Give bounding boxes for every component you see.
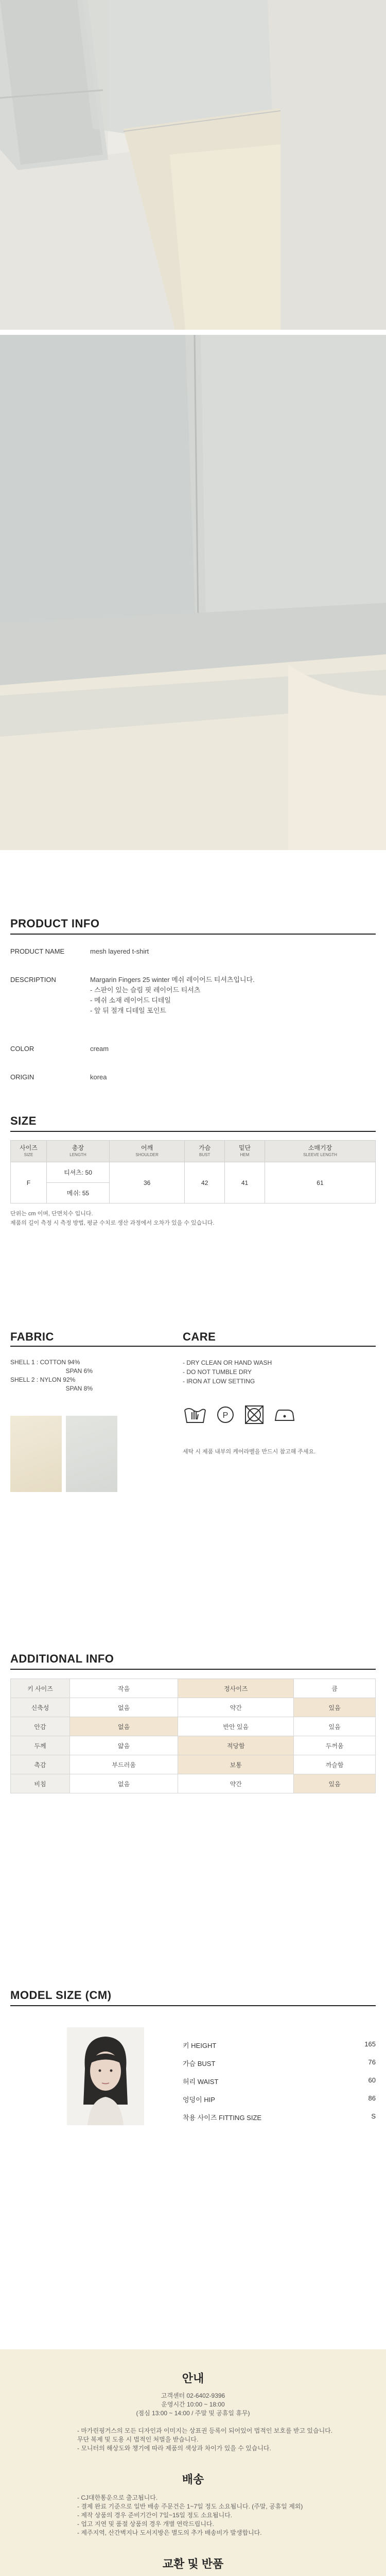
model-key: 엉덩이 HIP [183,2096,215,2104]
hem-illustration [0,335,386,850]
additional-row [11,1755,376,1774]
info-key: DESCRIPTION [10,976,56,984]
care-line: - DRY CLEAN OR HAND WASH [183,1359,272,1366]
model-value: 165 [364,2040,376,2048]
additional-row [11,1774,376,1793]
shoulder-value: 36 [110,1162,185,1204]
info-row-color [10,1044,376,1054]
care-line: - IRON AT LOW SETTING [183,1378,255,1385]
hand-wash-icon [183,1404,207,1426]
no-tumble-dry-icon [243,1404,265,1426]
sleeve-value: 61 [265,1162,375,1204]
care-title: CARE [183,1330,216,1343]
notice-section [0,2349,386,2576]
info-value: mesh layered t-shirt [90,947,149,955]
bust-header: 가슴 BUST [185,1141,225,1162]
bust-value: 42 [185,1162,225,1204]
additional-row [11,1698,376,1717]
length-mesh: 메쉬: 55 [47,1183,110,1204]
shipping-line: - 결제 완료 기준으로 일반 배송 주문건은 1~7일 정도 소요됩니다. (주말, 공휴일 제외) [77,2503,303,2510]
shipping-line: - 제주지역, 산간벽지나 도서지방은 별도의 추가 배송비가 발생합니다. [77,2529,262,2536]
info-row-name [10,946,376,957]
model-key: 가슴 BUST [183,2060,216,2067]
shoulder-header: 어깨 SHOULDER [110,1141,185,1162]
additional-row [11,1679,376,1698]
model-size-title: MODEL SIZE (CM) [10,1989,112,2002]
size-note-1: 단위는 cm 이며, 단면치수 입니다. [10,1211,93,1217]
size-divider [10,1131,376,1132]
additional-info-divider [10,1669,376,1670]
additional-label: 두께 [11,1736,70,1755]
shipping-body [77,2494,345,2537]
size-value: F [11,1162,47,1204]
product-photo-hem [0,335,386,850]
guide-body [77,2427,345,2453]
model-size-divider [10,2005,376,2006]
fabric-line: SHELL 2 : NYLON 92% [10,1376,76,1383]
additional-option: 큼 [294,1679,376,1698]
shipping-line: - 제작 상품의 경우 준비기간이 7일~15일 정도 소요됩니다. [77,2512,233,2519]
guide-center-line: 고객센터 02-6402-9396 [161,2392,225,2399]
model-row-waist [183,2076,376,2086]
fabric-line: SPAN 8% [65,1385,93,1392]
additional-label: 키 사이즈 [11,1679,70,1698]
sleeve-header: 소매기장 SLEEVE LENGTH [265,1141,375,1162]
additional-option: 부드러움 [70,1755,178,1774]
size-title: SIZE [10,1114,37,1127]
size-note-2: 제품의 길이 측정 시 측정 방법, 평균 수치로 생산 과정에서 오차가 있을 수 있습니다. [10,1220,215,1226]
additional-option: 정사이즈 [178,1679,294,1698]
model-value: 76 [368,2058,376,2066]
additional-option: 있음 [294,1698,376,1717]
model-value: 86 [368,2094,376,2102]
model-row-fitting [183,2112,376,2122]
additional-label: 비침 [11,1774,70,1793]
info-row-description [10,975,376,1016]
additional-row [11,1736,376,1755]
additional-option: 작음 [70,1679,178,1698]
additional-option: 두꺼움 [294,1736,376,1755]
guide-center-line: 운영시간 10:00 ~ 18:00 [161,2401,225,2408]
product-info-title: PRODUCT INFO [10,917,100,930]
guide-line: - 모니터의 해상도와 챙기에 따라 제품의 색상과 차이가 있을 수 있습니다. [77,2445,271,2452]
info-key: ORIGIN [10,1073,34,1081]
length-tshirt: 티셔츠: 50 [47,1162,110,1183]
sleeve-illustration [0,0,386,330]
size-header: 사이즈 SIZE [11,1141,47,1162]
fabric-line: SPAN 6% [65,1367,93,1375]
additional-option: 없음 [70,1774,178,1793]
info-key: COLOR [10,1045,34,1053]
model-portrait [67,2027,144,2125]
guide-title: 안내 [182,2372,204,2385]
additional-info-table [10,1679,376,1793]
model-row-height [183,2040,376,2050]
exchange-title: 교환 및 반품 [162,2557,224,2570]
care-divider [183,1346,376,1347]
low-iron-icon [272,1404,297,1426]
product-info-divider [10,934,376,935]
model-row-bust [183,2058,376,2068]
model-value: S [371,2112,376,2120]
additional-label: 안감 [11,1717,70,1736]
info-value: Margarin Fingers 25 winter 메쉬 레이어드 티셔츠입니다. - 스판이 있는 슬림 핏 레이어드 티셔츠 - 메쉬 소재 레이어드 디테일 - 앞 뒤 절개 디테일 포인트 [90,976,255,1014]
additional-option: 없음 [70,1698,178,1717]
additional-label: 촉감 [11,1755,70,1774]
info-value: cream [90,1045,109,1053]
size-table [10,1140,376,1204]
additional-option: 약간 [178,1774,294,1793]
additional-option: 있음 [294,1717,376,1736]
additional-option: 까슬함 [294,1755,376,1774]
fabric-divider [10,1346,183,1347]
fabric-swatch-nylon [66,1416,117,1492]
fabric-composition [10,1358,93,1393]
hem-value: 41 [225,1162,265,1204]
additional-option: 약간 [178,1698,294,1717]
shipping-line: - 업고 지연 및 품절 상품의 경우 개별 연락드립니다. [77,2520,214,2528]
care-line: - DO NOT TUMBLE DRY [183,1368,252,1376]
model-key: 키 HEIGHT [183,2042,217,2049]
care-note: 세탁 시 제품 내부의 케어라벨을 반드시 참고해 주세요. [183,1449,316,1455]
product-photo-sleeve [0,0,386,330]
additional-option: 보통 [178,1755,294,1774]
fabric-swatch-cotton [10,1416,62,1492]
model-row-hip [183,2094,376,2104]
model-key: 허리 WAIST [183,2078,219,2086]
additional-option: 있음 [294,1774,376,1793]
info-key: PRODUCT NAME [10,947,65,955]
model-key: 착용 사이즈 FITTING SIZE [183,2114,262,2122]
additional-option: 적당함 [178,1736,294,1755]
guide-line: - 마가린핑거스의 모든 디자인과 이미지는 상표권 등록이 되어있어 법적인 보호를 받고 있습니다. [77,2427,333,2434]
info-row-origin [10,1072,376,1082]
info-value: korea [90,1073,107,1081]
additional-option: 반안 있음 [178,1717,294,1736]
hem-header: 밑단 HEM [225,1141,265,1162]
care-instructions [183,1358,272,1386]
guide-line: 무단 복제 및 도용 시 법적인 처벌을 받습니다. [77,2436,199,2443]
guide-center-line: (점심 13:00 ~ 14:00 / 주말 및 공휴일 휴무) [136,2410,250,2417]
svg-text:P: P [222,1411,229,1420]
additional-option: 얇음 [70,1736,178,1755]
shipping-line: - CJ대한통운으로 출고됩니다. [77,2494,158,2501]
fabric-line: SHELL 1 : COTTON 94% [10,1359,80,1366]
additional-option: 없음 [70,1717,178,1736]
model-value: 60 [368,2076,376,2084]
model-photo [67,2027,144,2125]
additional-label: 신축성 [11,1698,70,1717]
length-header: 총장 LENGTH [47,1141,110,1162]
care-icons [183,1404,297,1426]
additional-row [11,1717,376,1736]
shipping-title: 배송 [182,2473,204,2486]
additional-info-title: ADDITIONAL INFO [10,1652,114,1665]
fabric-title: FABRIC [10,1330,54,1343]
dry-clean-icon [215,1404,236,1426]
